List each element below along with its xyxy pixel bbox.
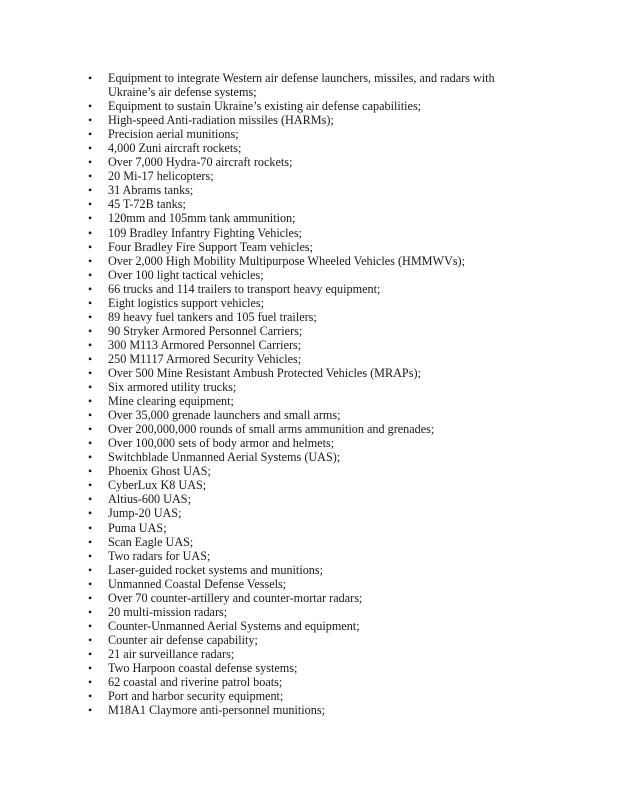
list-item: • Two Harpoon coastal defense systems; [88, 661, 528, 675]
list-item: • Port and harbor security equipment; [88, 689, 528, 703]
list-item: • CyberLux K8 UAS; [88, 478, 528, 492]
list-item: • 45 T-72B tanks; [88, 197, 528, 211]
list-item: • Counter-Unmanned Aerial Systems and equipment; [88, 619, 528, 633]
list-item: • 21 air surveillance radars; [88, 647, 528, 661]
list-item: • 120mm and 105mm tank ammunition; [88, 211, 528, 225]
list-item: • 20 Mi-17 helicopters; [88, 169, 528, 183]
list-item: • Altius-600 UAS; [88, 492, 528, 506]
list-item: • Equipment to sustain Ukraine’s existing air defense capabilities; [88, 99, 528, 113]
list-item: • Unmanned Coastal Defense Vessels; [88, 577, 528, 591]
list-item: • Switchblade Unmanned Aerial Systems (UAS); [88, 450, 528, 464]
list-item: • Over 100,000 sets of body armor and helmets; [88, 436, 528, 450]
list-item: • M18A1 Claymore anti-personnel munitions; [88, 703, 528, 717]
list-item: • Counter air defense capability; [88, 633, 528, 647]
list-item: • 20 multi-mission radars; [88, 605, 528, 619]
equipment-list [88, 71, 528, 717]
list-item: • Over 7,000 Hydra-70 aircraft rockets; [88, 155, 528, 169]
list-item: • 31 Abrams tanks; [88, 183, 528, 197]
list-item: • Eight logistics support vehicles; [88, 296, 528, 310]
list-item: • Over 200,000,000 rounds of small arms ammunition and grenades; [88, 422, 528, 436]
list-item: • Mine clearing equipment; [88, 394, 528, 408]
list-item: • Laser-guided rocket systems and munitions; [88, 563, 528, 577]
list-item: • 300 M113 Armored Personnel Carriers; [88, 338, 528, 352]
list-item: • Over 2,000 High Mobility Multipurpose Wheeled Vehicles (HMMWVs); [88, 254, 528, 268]
list-item: • 250 M1117 Armored Security Vehicles; [88, 352, 528, 366]
list-item: • 4,000 Zuni aircraft rockets; [88, 141, 528, 155]
list-item: • Equipment to integrate Western air defense launchers, missiles, and radars with Ukraine’s air defense systems; [88, 71, 528, 99]
list-item: • Over 35,000 grenade launchers and small arms; [88, 408, 528, 422]
list-item: • Precision aerial munitions; [88, 127, 528, 141]
list-item: • 89 heavy fuel tankers and 105 fuel trailers; [88, 310, 528, 324]
list-item: • 66 trucks and 114 trailers to transport heavy equipment; [88, 282, 528, 296]
list-item: • Over 100 light tactical vehicles; [88, 268, 528, 282]
list-item: • 109 Bradley Infantry Fighting Vehicles; [88, 226, 528, 240]
list-item: • Jump-20 UAS; [88, 506, 528, 520]
list-item: • Over 500 Mine Resistant Ambush Protected Vehicles (MRAPs); [88, 366, 528, 380]
list-item: • Two radars for UAS; [88, 549, 528, 563]
list-item: • 90 Stryker Armored Personnel Carriers; [88, 324, 528, 338]
list-item: • High-speed Anti-radiation missiles (HARMs); [88, 113, 528, 127]
list-item: • Over 70 counter-artillery and counter-mortar radars; [88, 591, 528, 605]
list-item: • Six armored utility trucks; [88, 380, 528, 394]
list-item: • 62 coastal and riverine patrol boats; [88, 675, 528, 689]
list-item: • Phoenix Ghost UAS; [88, 464, 528, 478]
list-item: • Scan Eagle UAS; [88, 535, 528, 549]
list-item: • Puma UAS; [88, 521, 528, 535]
list-item: • Four Bradley Fire Support Team vehicles; [88, 240, 528, 254]
